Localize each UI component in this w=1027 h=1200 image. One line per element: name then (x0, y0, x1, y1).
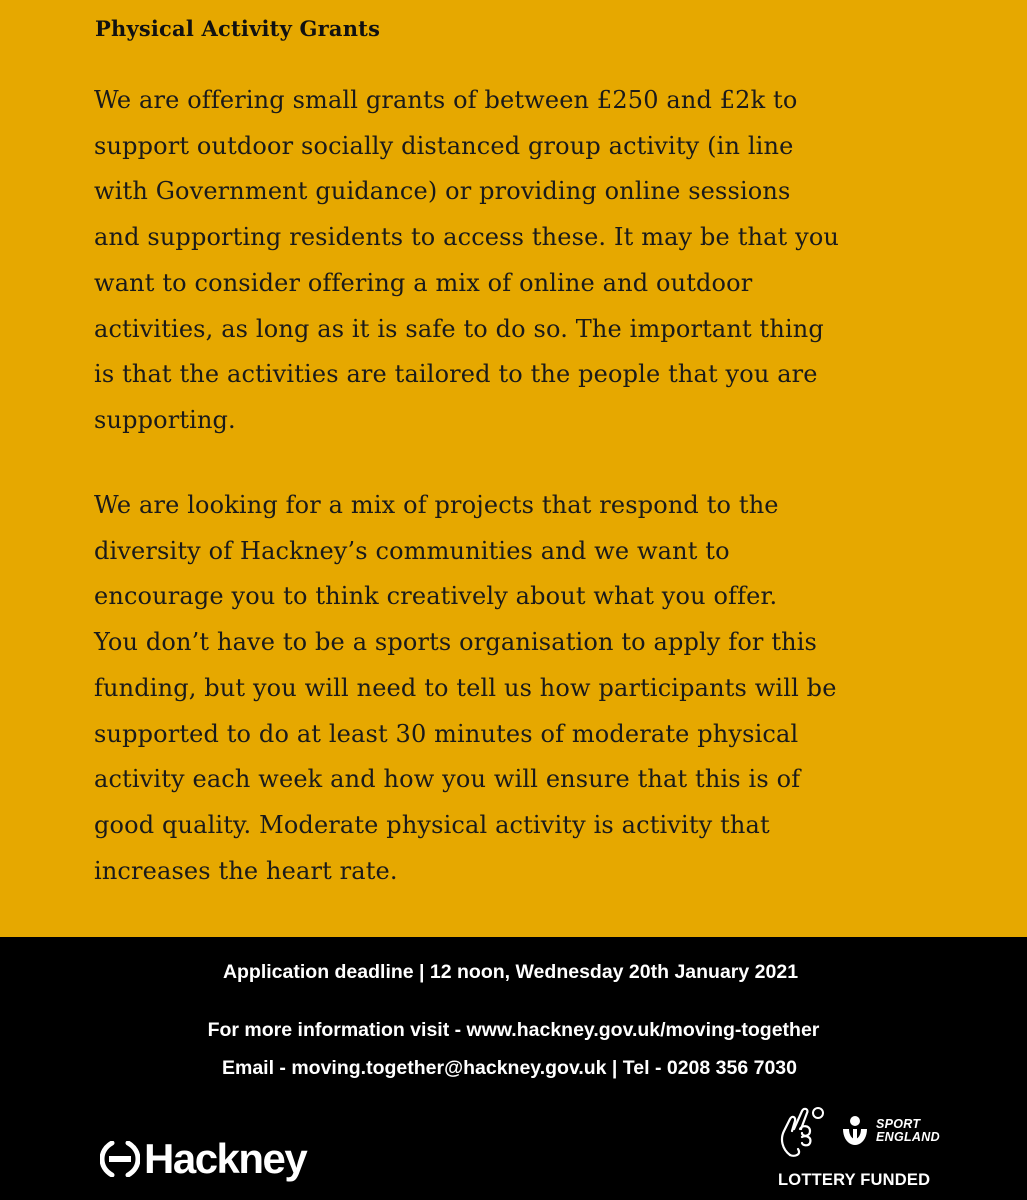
paragraph-line: activities, as long as it is safe to do so. The important thing (94, 314, 824, 343)
paragraph-line: diversity of Hackney’s communities and we want to (94, 536, 730, 565)
sport-england-line: ENGLAND (876, 1130, 940, 1144)
page-title: Physical Activity Grants (95, 16, 381, 41)
contact-details[interactable]: Email - moving.together@hackney.gov.uk | Tel - 0208 356 7030 (221, 1057, 797, 1079)
paragraph-line: supporting. (94, 405, 236, 434)
lottery-crossed-fingers-icon (776, 1105, 832, 1157)
sport-england-line: SPORT (876, 1117, 921, 1131)
hackney-logo-text: Hackney (144, 1135, 307, 1182)
paragraph-line: with Government guidance) or providing online sessions (94, 177, 791, 206)
sport-england-logo (840, 1115, 940, 1147)
sport-england-icon (840, 1115, 870, 1147)
lottery-funded-label: LOTTERY FUNDED (778, 1171, 931, 1189)
paragraph-line: and supporting residents to access these. It may be that you (94, 223, 840, 252)
paragraph-projects (94, 483, 934, 894)
paragraph-line: is that the activities are tailored to the people that you are (94, 360, 818, 389)
paragraph-line: encourage you to think creatively about what you offer. (94, 582, 778, 611)
paragraph-line: increases the heart rate. (94, 856, 398, 885)
paragraph-line: want to consider offering a mix of online and outdoor (94, 268, 753, 297)
footer-banner (0, 937, 1027, 1200)
paragraph-line: supported to do at least 30 minutes of moderate physical (94, 719, 799, 748)
paragraph-line: funding, but you will need to tell us how participants will be (94, 673, 837, 702)
paragraph-line: We are looking for a mix of projects that respond to the (94, 491, 779, 519)
paragraph-line: You don’t have to be a sports organisation to apply for this (94, 628, 818, 657)
hackney-logo (100, 1137, 306, 1181)
paragraph-line: support outdoor socially distanced group activity (in line (94, 131, 794, 160)
hackney-h-icon (100, 1141, 140, 1177)
more-info-link[interactable]: For more information visit - www.hackney.gov.uk/moving-together (207, 1019, 820, 1041)
paragraph-grants-offer (94, 78, 934, 444)
paragraph-line: activity each week and how you will ensure that this is of (94, 765, 801, 794)
paragraph-line: We are offering small grants of between £250 and £2k to (94, 86, 798, 114)
paragraph-line: good quality. Moderate physical activity is activity that (94, 810, 770, 839)
sport-england-text (876, 1118, 940, 1144)
application-deadline: Application deadline | 12 noon, Wednesday 20th January 2021 (222, 961, 799, 983)
